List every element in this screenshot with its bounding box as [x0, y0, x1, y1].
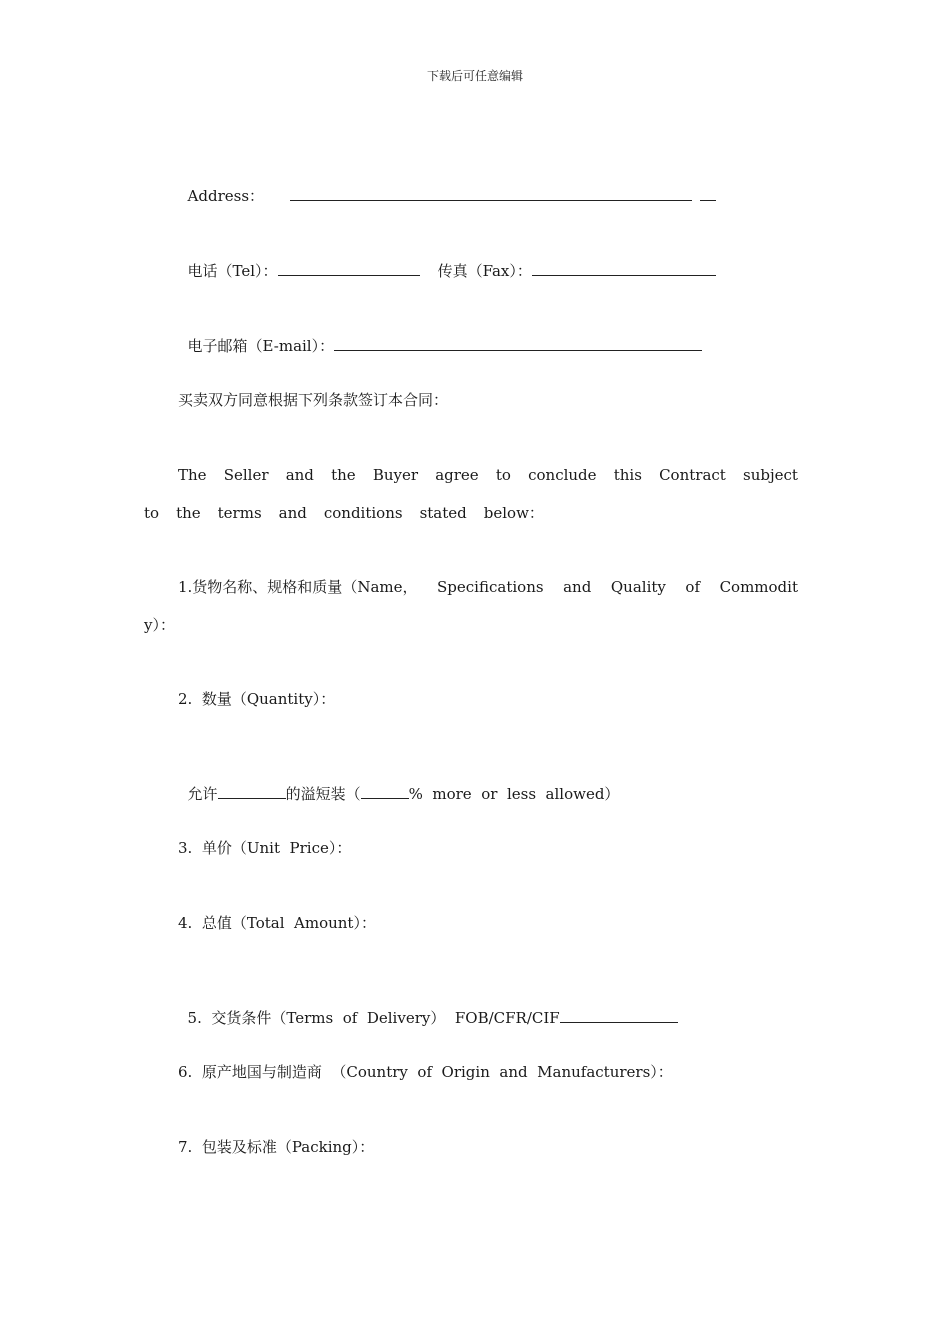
- clause-1-word: of: [685, 578, 701, 596]
- fax-label: 传真（Fax）：: [437, 262, 532, 280]
- clause-1-word: and: [563, 578, 592, 596]
- agreement-word: Contract: [659, 466, 726, 484]
- clause-7-packing: 7. 包装及标准（Packing）：: [178, 1138, 375, 1156]
- agreement-en-line2: [144, 503, 544, 523]
- agreement-word: terms: [217, 504, 262, 522]
- fax-blank[interactable]: [532, 261, 716, 276]
- agreement-word: The: [178, 466, 207, 484]
- email-line: [178, 316, 702, 356]
- clause-5-delivery: [178, 988, 678, 1028]
- agreement-zh: 买卖双方同意根据下列条款签订本合同：: [178, 391, 449, 409]
- clause-1-line1: [178, 577, 798, 597]
- agreement-word: this: [613, 466, 642, 484]
- clause-1-prefix: 1.货物名称、规格和质量（Name，: [178, 578, 418, 596]
- address-label: Address：: [187, 187, 265, 205]
- clause-2-tolerance: [178, 764, 619, 804]
- tolerance-suffix: % more or less allowed）: [408, 785, 620, 803]
- tolerance-percent-blank[interactable]: [361, 784, 409, 799]
- page-header-note: 下载后可任意编辑: [426, 69, 523, 83]
- agreement-en-line1: [178, 465, 798, 485]
- address-blank[interactable]: [290, 186, 692, 201]
- clause-5-text: 5. 交货条件（Terms of Delivery） FOB/CFR/CIF: [187, 1009, 560, 1027]
- clause-1-word: Specifications: [437, 578, 544, 596]
- agreement-word: to: [144, 504, 160, 522]
- tel-blank[interactable]: [278, 261, 420, 276]
- clause-2-quantity: 2. 数量（Quantity）：: [178, 690, 336, 708]
- tel-label: 电话（Tel）：: [187, 262, 278, 280]
- tolerance-mid: 的溢短装（: [285, 785, 361, 803]
- address-blank-tail[interactable]: [700, 186, 716, 201]
- tolerance-prefix: 允许: [187, 785, 218, 803]
- agreement-word: the: [176, 504, 201, 522]
- agreement-word: to: [495, 466, 511, 484]
- email-label: 电子邮箱（E-mail）：: [187, 337, 335, 355]
- agreement-word: and: [278, 504, 307, 522]
- clause-1-word: Commodit: [719, 578, 798, 596]
- agreement-word: Buyer: [372, 466, 419, 484]
- agreement-word: stated: [419, 504, 467, 522]
- tolerance-blank[interactable]: [218, 784, 286, 799]
- agreement-word: below：: [483, 504, 544, 522]
- email-blank[interactable]: [334, 336, 702, 351]
- agreement-word: agree: [435, 466, 479, 484]
- delivery-blank[interactable]: [560, 1008, 678, 1023]
- clause-1-word: Quality: [610, 578, 666, 596]
- agreement-word: conclude: [528, 466, 597, 484]
- agreement-word: and: [285, 466, 314, 484]
- agreement-word: conditions: [323, 504, 403, 522]
- clause-1-line2: y）：: [144, 616, 175, 634]
- tel-fax-line: [178, 241, 716, 281]
- agreement-word: the: [331, 466, 356, 484]
- agreement-word: Seller: [223, 466, 269, 484]
- clause-6-origin: 6. 原产地国与制造商 （Country of Origin and Manufacturers）：: [178, 1063, 673, 1081]
- address-line: [178, 166, 716, 206]
- clause-3-unit-price: 3. 单价（Unit Price）：: [178, 839, 352, 857]
- agreement-word: subject: [743, 466, 798, 484]
- clause-4-total-amount: 4. 总值（Total Amount）：: [178, 914, 376, 932]
